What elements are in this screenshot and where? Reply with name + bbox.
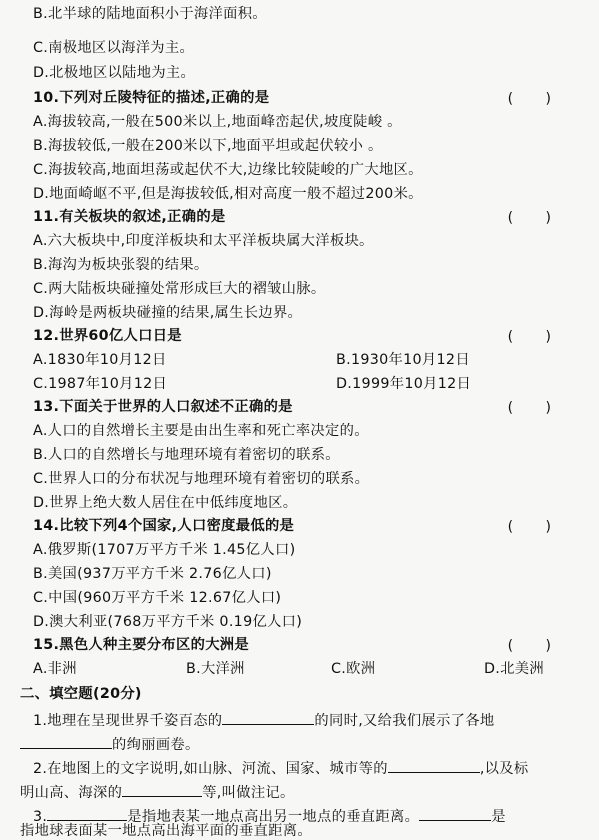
option-line: D.北极地区以陆地为主。 <box>33 65 196 81</box>
option-line: A.非洲 <box>33 661 77 677</box>
answer-blank[interactable] <box>47 806 127 821</box>
option-line: D.地面崎岖不平,但是海拔较低,相对高度一般不超过200米。 <box>33 186 423 202</box>
fill-text: 等,叫做注记。 <box>202 785 295 801</box>
option-line: B.北半球的陆地面积小于海洋面积。 <box>33 6 267 22</box>
option-line: A.海拔较高,一般在500米以上,地面峰峦起伏,坡度陡峻 。 <box>33 114 402 130</box>
fill-line <box>33 758 528 778</box>
answer-paren: ( ) <box>507 210 565 226</box>
fill-text: 的绚丽画卷。 <box>112 737 200 753</box>
option-line: A.俄罗斯(1707万平方千米 1.45亿人口) <box>33 542 296 558</box>
fill-text: ,以及标 <box>479 761 529 777</box>
option-line: B.人口的自然增长与地理环境有着密切的联系。 <box>33 447 340 463</box>
option-line: D.1999年10月12日 <box>336 376 472 392</box>
question-15: 15.黑色人种主要分布区的大洲是 <box>33 637 249 653</box>
answer-blank[interactable] <box>122 782 202 797</box>
fill-text: 1.地理在呈现世界千姿百态的 <box>33 713 223 729</box>
option-line: C.1987年10月12日 <box>33 376 168 392</box>
fill-line <box>20 734 200 754</box>
fill-text: 是指地表某一地点高出另一地点的垂直距离。 <box>127 809 420 825</box>
answer-blank[interactable] <box>419 806 491 821</box>
answer-paren: ( ) <box>507 400 565 416</box>
fill-text: 是 <box>491 809 506 825</box>
option-line: B.海沟为板块张裂的结果。 <box>33 257 209 273</box>
section-heading: 二、填空题(20分) <box>20 686 142 702</box>
option-line: B.大洋洲 <box>186 661 245 677</box>
option-line: A.1830年10月12日 <box>33 352 167 368</box>
option-line: A.六大板块中,印度洋板块和太平洋板块属大洋板块。 <box>33 233 374 249</box>
option-line: B.海拔较低,一般在200米以下,地面平坦或起伏较小 。 <box>33 138 383 154</box>
option-line: C.南极地区以海洋为主。 <box>33 40 195 56</box>
answer-paren: ( ) <box>507 519 565 535</box>
question-14: 14.比较下列4个国家,人口密度最低的是 <box>33 518 295 534</box>
fill-line: 指地球表面某一地点高出海平面的垂直距离。 <box>20 823 312 839</box>
fill-line <box>20 782 295 802</box>
answer-paren: ( ) <box>507 638 565 654</box>
answer-blank[interactable] <box>222 710 314 725</box>
option-line: D.澳大利亚(768万平方千米 0.19亿人口) <box>33 614 303 630</box>
option-line: C.两大陆板块碰撞处常形成巨大的褶皱山脉。 <box>33 281 326 297</box>
fill-text: 的同时,又给我们展示了各地 <box>314 713 495 729</box>
answer-blank[interactable] <box>388 758 480 773</box>
option-line: B.1930年10月12日 <box>336 352 470 368</box>
fill-text: 3. <box>33 809 48 825</box>
option-line: D.北美洲 <box>484 661 544 677</box>
option-line: C.中国(960万平方千米 12.67亿人口) <box>33 590 282 606</box>
answer-blank[interactable] <box>20 734 112 749</box>
option-line: A.人口的自然增长主要是由出生率和死亡率决定的。 <box>33 423 369 439</box>
option-line: B.美国(937万平方千米 2.76亿人口) <box>33 566 272 582</box>
question-11: 11.有关板块的叙述,正确的是 <box>33 209 226 225</box>
fill-text: 明山高、海深的 <box>20 785 123 801</box>
question-13: 13.下面关于世界的人口叙述不正确的是 <box>33 399 293 415</box>
fill-text: 2.在地图上的文字说明,如山脉、河流、国家、城市等的 <box>33 761 388 777</box>
option-line: D.海岭是两板块碰撞的结果,属生长边界。 <box>33 305 303 321</box>
fill-line <box>33 710 494 730</box>
question-10: 10.下列对丘陵特征的描述,正确的是 <box>33 90 270 106</box>
option-line: D.世界上绝大数人居住在中低纬度地区。 <box>33 495 298 511</box>
question-12: 12.世界60亿人口日是 <box>33 328 182 344</box>
answer-paren: ( ) <box>507 329 565 345</box>
option-line: C.欧洲 <box>331 661 376 677</box>
option-line: C.世界人口的分布状况与地理环境有着密切的联系。 <box>33 471 370 487</box>
option-line: C.海拔较高,地面坦荡或起伏不大,边缘比较陡峻的广大地区。 <box>33 162 423 178</box>
answer-paren: ( ) <box>507 91 565 107</box>
